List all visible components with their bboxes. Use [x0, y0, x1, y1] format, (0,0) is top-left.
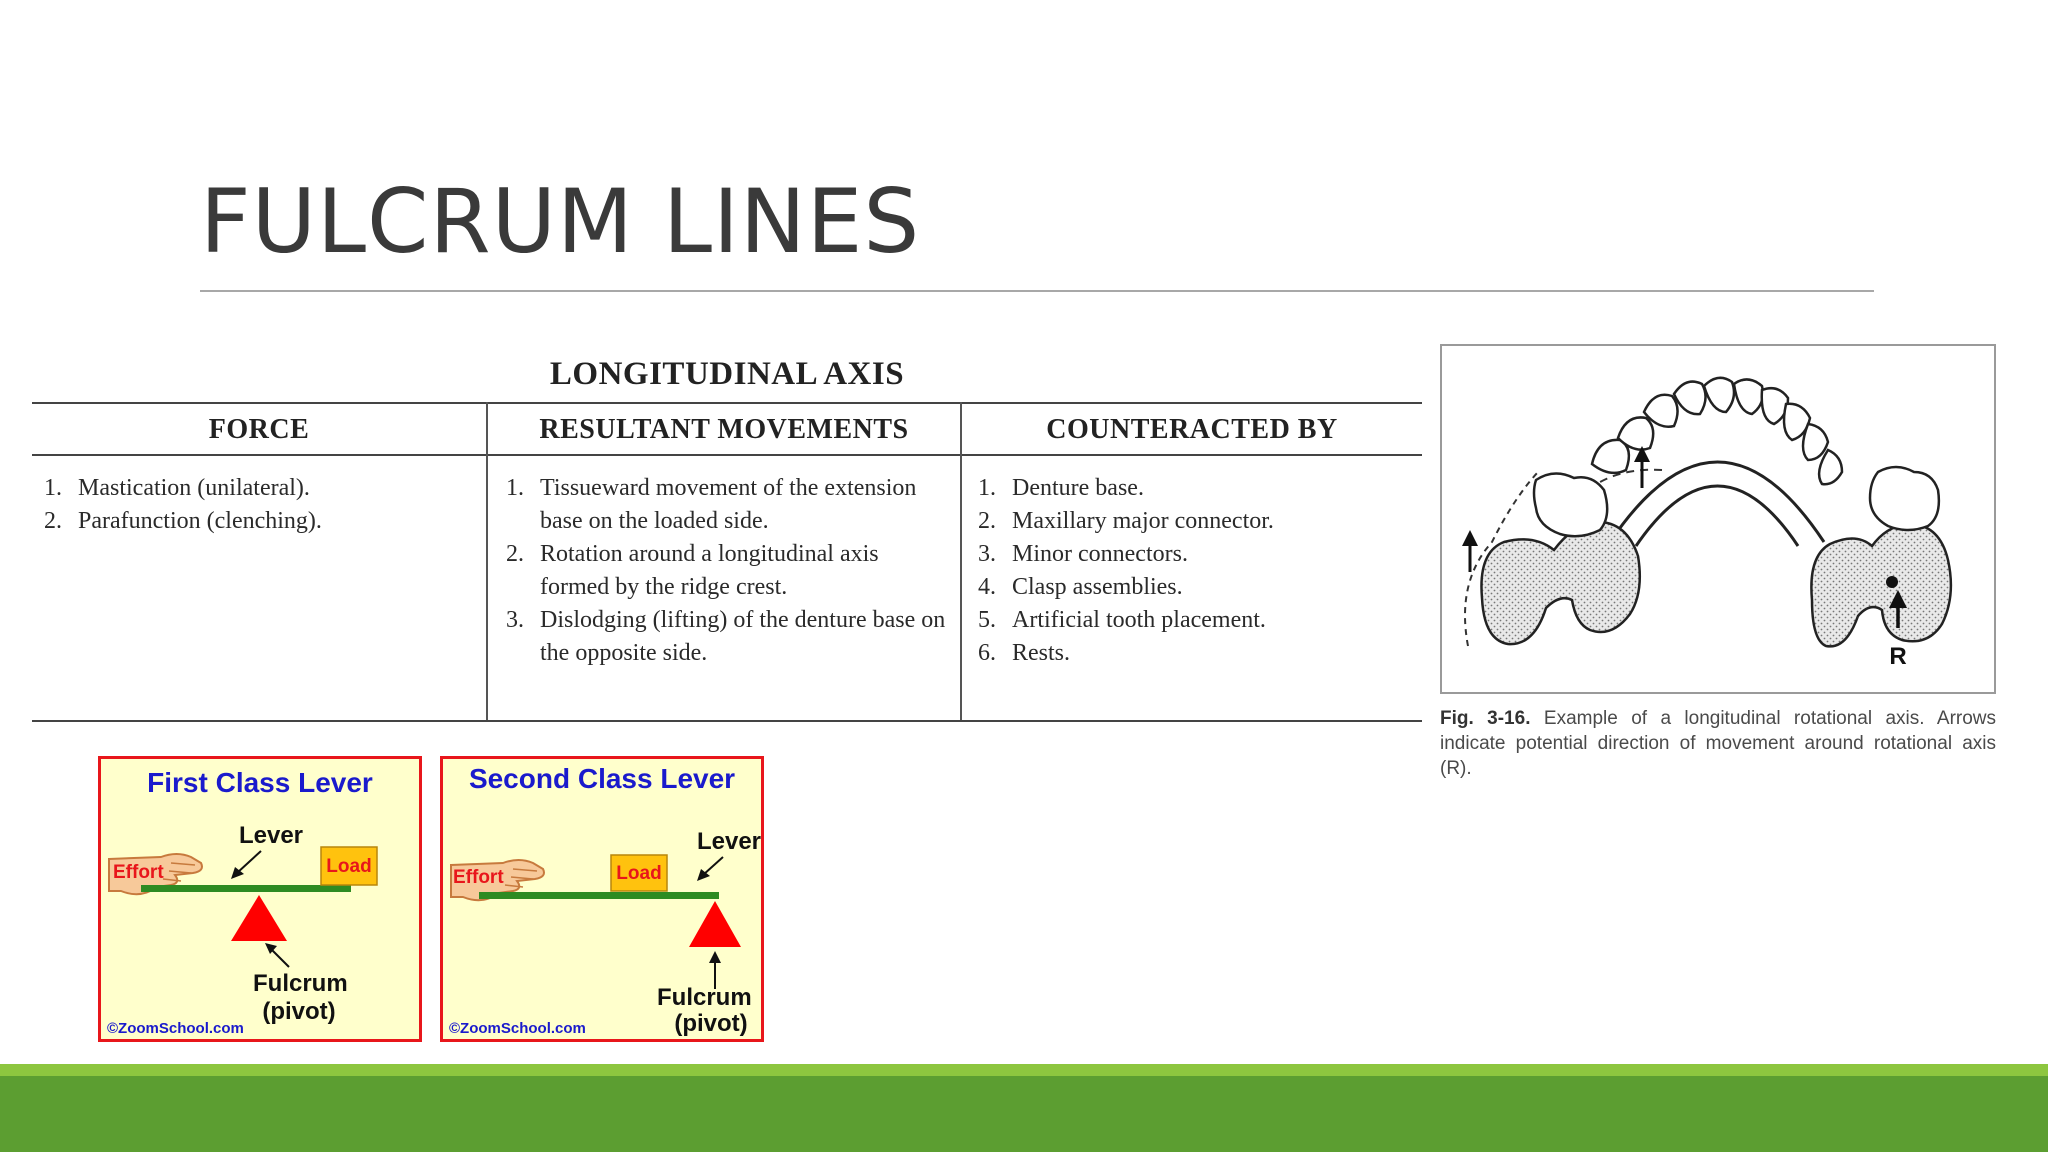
dental-arch-figure: [1440, 344, 1996, 694]
list-item: 5. Artificial tooth placement.: [978, 607, 1266, 633]
effort-label: Effort: [453, 867, 504, 888]
fulcrum-label: Fulcrum: [253, 970, 348, 997]
title-divider: [200, 290, 1874, 292]
effort-label: Effort: [113, 862, 164, 883]
counteracted-list: [970, 472, 1420, 670]
table-heading: LONGITUDINAL AXIS: [549, 356, 905, 392]
axis-r-label: R: [1889, 643, 1907, 670]
lever-label: Lever: [696, 828, 761, 855]
col-header-resultant: RESULTANT MOVEMENTS: [539, 414, 909, 445]
figure-caption-text: Example of a longitudinal rotational axis. Arrows indicate potential direction of movement around rotational axis (R).: [1440, 708, 1997, 779]
load-label: Load: [326, 856, 372, 877]
arrow-icon: [231, 851, 261, 879]
table-col-divider-2: [960, 402, 962, 720]
list-item: 2. Maxillary major connector.: [978, 508, 1274, 534]
table-rule-bottom: [32, 720, 1422, 722]
arrow-up-icon: [1634, 446, 1650, 488]
list-item: 3. Dislodging (lifting) of the denture base on the opposite side.: [506, 607, 946, 666]
lever-bar: [479, 892, 719, 899]
footer-bar: [0, 1076, 2048, 1152]
rotation-axis-point: [1886, 576, 1898, 588]
lever-bar: [141, 885, 351, 892]
table-rule-top: [32, 402, 1422, 404]
resultant-list: [498, 472, 948, 670]
longitudinal-axis-table: [32, 348, 1422, 728]
second-class-lever-diagram: [443, 759, 761, 1039]
lever-label: Lever: [238, 822, 304, 849]
list-item: 6. Rests.: [978, 640, 1071, 666]
load-label: Load: [616, 863, 662, 884]
mandibular-arch-illustration: [1442, 346, 1994, 692]
list-item: 2. Parafunction (clenching).: [44, 508, 322, 534]
second-class-lever-panel: [440, 756, 764, 1042]
list-item: 3. Minor connectors.: [978, 541, 1188, 567]
table-rule-header: [32, 454, 1422, 456]
list-item: 4. Clasp assemblies.: [978, 574, 1183, 600]
list-item: 1. Tissueward movement of the extension base on the loaded side.: [506, 475, 917, 534]
fulcrum-triangle: [689, 901, 741, 947]
pivot-label: (pivot): [262, 998, 336, 1025]
arrow-icon: [697, 857, 723, 881]
figure-caption: [1440, 706, 1996, 781]
arrow-icon: [265, 943, 289, 967]
list-item: 1. Mastication (unilateral).: [44, 475, 310, 501]
pivot-label: (pivot): [674, 1010, 748, 1037]
copyright-text: ©ZoomSchool.com: [107, 1020, 244, 1037]
first-class-lever-panel: [98, 756, 422, 1042]
slide-title: FULCRUM LINES: [200, 170, 921, 273]
list-item: 1. Denture base.: [978, 475, 1144, 501]
force-list: [36, 472, 476, 538]
lever-title: First Class Lever: [147, 767, 373, 798]
table-col-divider-1: [486, 402, 488, 720]
col-header-force: FORCE: [208, 414, 310, 445]
fulcrum-label: Fulcrum: [657, 984, 752, 1011]
fulcrum-triangle: [231, 895, 287, 941]
copyright-text: ©ZoomSchool.com: [449, 1020, 586, 1037]
list-item: 2. Rotation around a longitudinal axis formed by the ridge crest.: [506, 541, 879, 600]
col-header-counteracted: COUNTERACTED BY: [1046, 414, 1338, 445]
first-class-lever-diagram: [101, 759, 419, 1039]
footer-accent-bar: [0, 1064, 2048, 1076]
figure-reference: Fig. 3-16.: [1440, 708, 1531, 729]
lever-title: Second Class Lever: [468, 763, 736, 794]
